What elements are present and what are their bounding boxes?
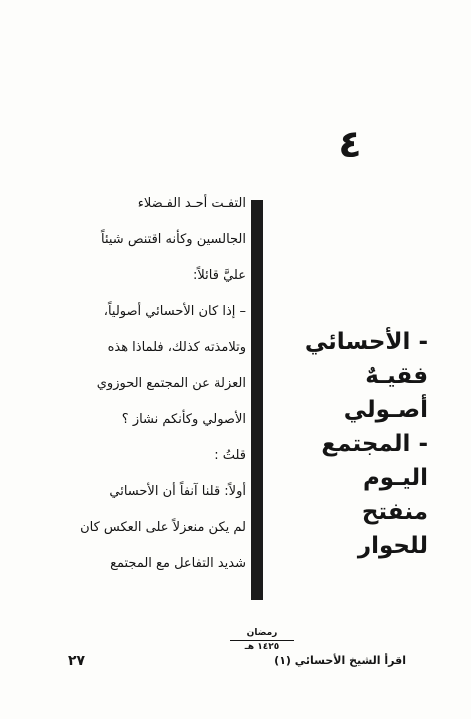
body-line: الأصولي وكأنكم نشاز ؟ xyxy=(121,412,246,427)
page-number: ٢٧ xyxy=(68,653,86,669)
sidebar-line: - الأحسائي xyxy=(304,329,428,355)
sidebar-line: للحوار xyxy=(357,533,428,559)
footer-year: ١٤٢٥ هـ xyxy=(244,642,280,652)
body-line: – إذا كان الأحسائي أصولياً، xyxy=(103,304,246,319)
chapter-number: ٤ xyxy=(338,122,362,166)
sidebar-line: اليـوم xyxy=(362,465,428,491)
footer-month: رمضان xyxy=(246,628,278,638)
sidebar-line: - المجتمع xyxy=(321,431,428,457)
footer-date xyxy=(230,628,294,653)
sidebar-line: أصـولي xyxy=(343,397,428,423)
body-line: لم يكن منعزلاً على العكس كان xyxy=(80,520,246,535)
body-line: عليَّ قائلاً: xyxy=(193,268,246,283)
sidebar-line: منفتح xyxy=(361,499,428,525)
footer-title: اقرأ الشيخ الأحسائي (١) xyxy=(274,654,406,667)
body-line: العزلة عن المجتمع الحوزوي xyxy=(96,376,246,391)
body-line: التفـت أحـد الفـضلاء xyxy=(137,196,246,211)
vertical-divider xyxy=(251,200,263,600)
body-line: أولاً: قلنا آنفاً أن الأحسائي xyxy=(109,484,246,499)
body-line: وتلامذته كذلك، فلماذا هذه xyxy=(107,340,246,355)
body-line: الجالسين وكأنه اقتنص شيئاً xyxy=(100,232,246,247)
sidebar-line: فقيـهٌ xyxy=(365,363,428,389)
sidebar-headings xyxy=(268,325,428,563)
body-text xyxy=(60,186,246,582)
body-line: شديد التفاعل مع المجتمع xyxy=(110,556,246,571)
body-line: قلتُ : xyxy=(214,448,246,463)
date-divider xyxy=(230,640,294,641)
